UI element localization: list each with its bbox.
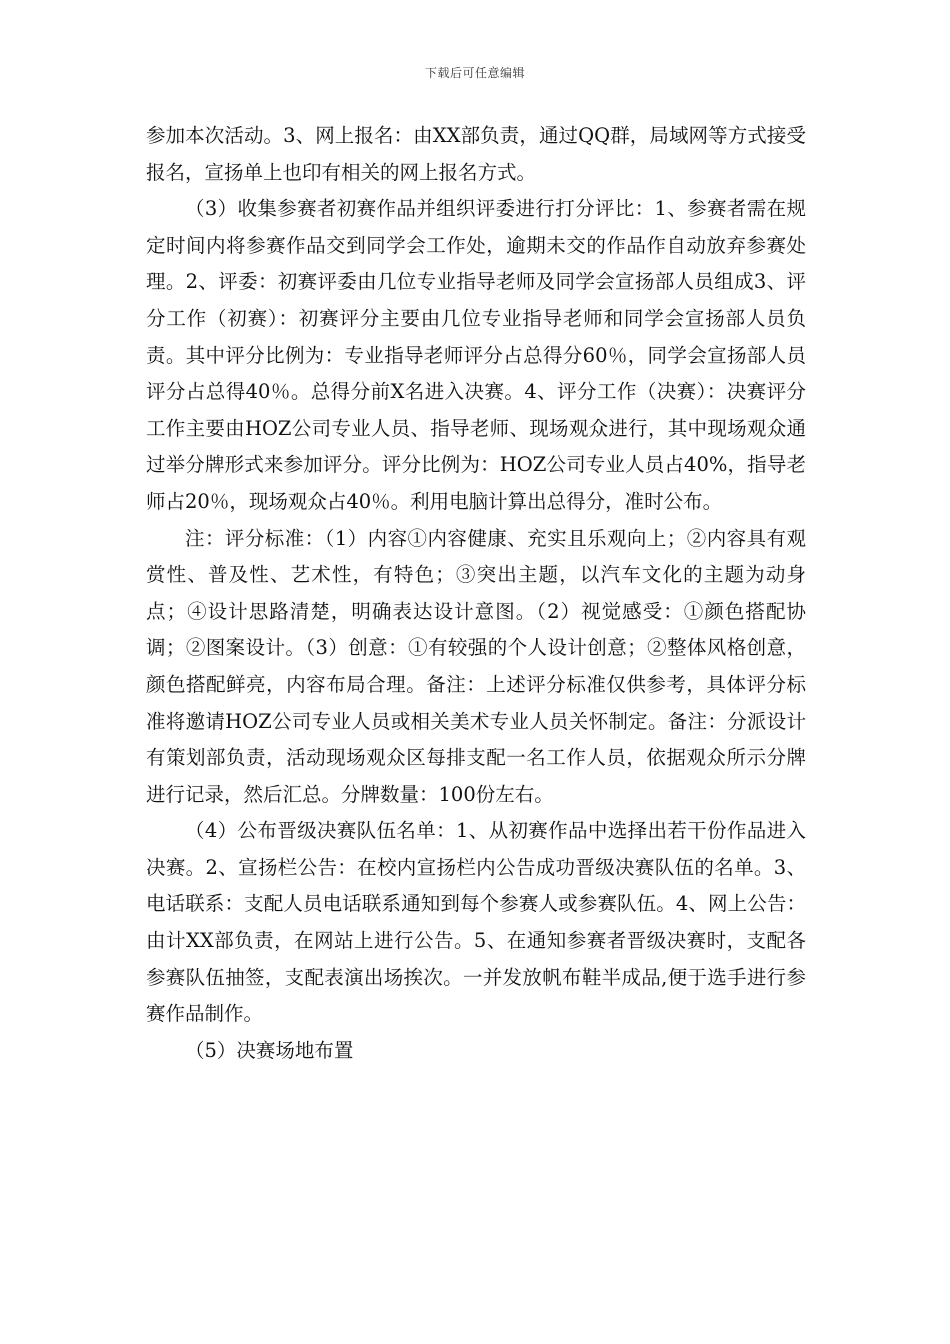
document-body (146, 118, 806, 1069)
paragraph-preliminary-judging: （3）收集参赛者初赛作品并组织评委进行打分评比：1、参赛者需在规定时间内将参赛作品交到同学会工作处，逾期未交的作品作自动放弃参赛处理。2、评委：初赛评委由几位专业指导老师及同学会宣扬部人员组成3、评分工作（初赛）：初赛评分主要由几位专业指导老师和同学会宣扬部人员负责。其中评分比例为：专业指导老师评分占总得分60％，同学会宣扬部人员评分占总得40％。总得分前X名进入决赛。4、评分工作（决赛）：决赛评分工作主要由HOZ公司专业人员、指导老师、现场观众进行，其中现场观众通过举分牌形式来参加评分。评分比例为：HOZ公司专业人员占40%，指导老师占20％，现场观众占40％。利用电脑计算出总得分，准时公布。 (146, 197, 806, 513)
paragraph-scoring-criteria: 注：评分标准：（1）内容①内容健康、充实且乐观向上；②内容具有观赏性、普及性、艺术性，有特色；③突出主题，以汽车文化的主题为动身点；④设计思路清楚，明确表达设计意图。（2）视觉感受：①颜色搭配协调；②图案设计。（3）创意：①有较强的个人设计创意；②整体风格创意，颜色搭配鲜亮，内容布局合理。备注：上述评分标准仅供参考，具体评分标准将邀请HOZ公司专业人员或相关美术专业人员关怀制定。备注：分派设计有策划部负责，活动现场观众区每排支配一名工作人员，依据观众所示分牌进行记录，然后汇总。分牌数量：100份左右。 (146, 526, 806, 806)
paragraph-registration: 参加本次活动。3、网上报名：由XX部负责，通过QQ群，局域网等方式接受报名，宣扬单上也印有相关的网上报名方式。 (146, 124, 806, 184)
page-header: 下载后可任意编辑 (424, 66, 525, 80)
paragraph-finalist-announcement: （4）公布晋级决赛队伍名单：1、从初赛作品中选择出若干份作品进入决赛。2、宣扬栏公告：在校内宣扬栏内公告成功晋级决赛队伍的名单。3、电话联系：支配人员电话联系通知到每个参赛人或参赛队伍。4、网上公告：由计XX部负责，在网站上进行公告。5、在通知参赛者晋级决赛时，支配各参赛队伍抽签，支配表演出场挨次。一并发放帆布鞋半成品,便于选手进行参赛作品制作。 (146, 819, 806, 1026)
paragraph-venue-setup: （5）决赛场地布置 (185, 1038, 354, 1062)
